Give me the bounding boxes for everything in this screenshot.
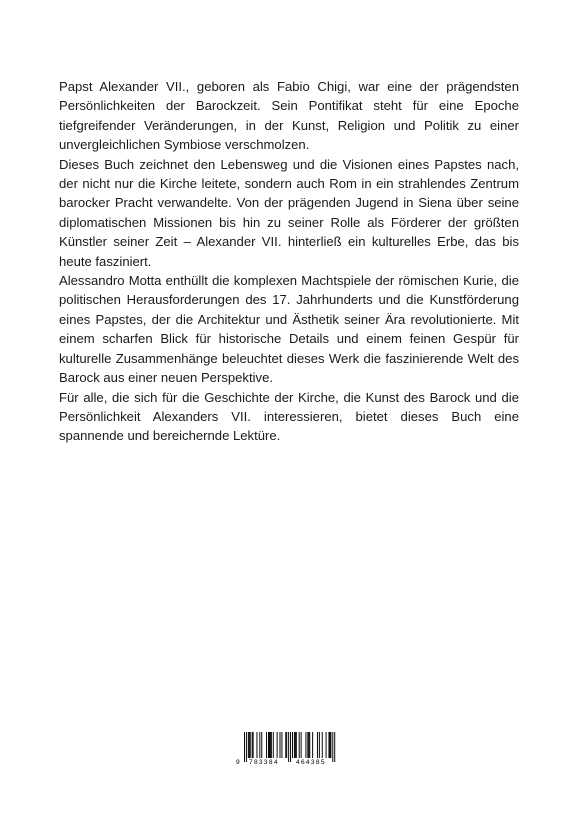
barcode-bar — [261, 732, 262, 758]
barcode-bar — [281, 732, 282, 758]
barcode-bar — [309, 732, 310, 758]
barcode-bar — [328, 732, 329, 758]
barcode-bar — [308, 732, 309, 758]
barcode-bar — [253, 732, 254, 758]
barcode-bar — [252, 732, 253, 758]
barcode-bar — [280, 732, 281, 758]
barcode-bar — [319, 732, 320, 758]
barcode-bar — [250, 732, 251, 758]
barcode-bar — [326, 732, 327, 758]
barcode-bar — [317, 732, 318, 758]
barcode-bar — [248, 732, 249, 758]
barcode-bar — [330, 732, 331, 758]
blurb-paragraph-1: Papst Alexander VII., geboren als Fabio Chigi, war eine der prägendsten Persönlichkeiten der Barockzeit. Sein Pontifikat steht für eine Epoche tiefgreifender Veränderungen, in der Kunst, Religion und Politik zu einer unvergleichlichen Symbiose verschmolzen. — [59, 79, 519, 153]
blurb-text — [59, 77, 519, 446]
barcode-bar — [307, 732, 308, 758]
barcode-bar — [249, 732, 250, 758]
barcode-bar — [273, 732, 274, 758]
barcode-right-group: 464385 — [296, 759, 326, 766]
barcode-bar — [285, 732, 286, 758]
barcode-bar — [268, 732, 269, 758]
barcode-bar — [277, 732, 278, 758]
barcode-bar — [259, 732, 260, 758]
blurb-paragraph-2: Dieses Buch zeichnet den Lebensweg und die Visionen eines Papstes nach, der nicht nur die Kirche leitete, sondern auch Rom in ein strahlendes Zentrum barocker Pracht verwandelte. Von der prägenden Jugend in Siena über seine diplomatischen Missionen bis hin zu seiner Rolle als Förderer der größten Künstler seiner Zeit – Alexander VII. hinterließ ein kulturelles Erbe, das bis heute fasziniert. — [59, 156, 519, 269]
barcode-left-group: 783384 — [249, 759, 279, 766]
isbn-barcode — [236, 732, 340, 768]
barcode-bar — [296, 732, 297, 758]
barcode-bar — [301, 732, 302, 758]
barcode-bar — [286, 732, 287, 758]
barcode-bar — [256, 732, 257, 758]
barcode-bar — [294, 732, 295, 758]
blurb-paragraph-3: Alessandro Motta enthüllt die komplexen Machtspiele der römischen Kurie, die politischen Herausforderungen des 17. Jahrhunderts und die Kunstförderung eines Papstes, der die Architektur und Ästhetik seiner Ära revolutionierte. Mit einem scharfen Blick für historische Details und einem feinen Gespür für kulturelle Zusammenhänge beleuchtet dieses Werk die faszinierende Welt des Barock aus einer neuen Perspektive. — [59, 273, 519, 386]
barcode-bar — [271, 732, 272, 758]
barcode-bar — [266, 732, 267, 758]
barcode-bar — [269, 732, 270, 758]
barcode-bar — [305, 732, 306, 758]
barcode-bar — [270, 732, 271, 758]
barcode-first-digit: 9 — [236, 759, 240, 766]
blurb-paragraph-4: Für alle, die sich für die Geschichte der Kirche, die Kunst des Barock und die Persönlichkeit Alexanders VII. interessieren, bietet dieses Buch eine spannende und bereichernde Lektüre. — [59, 389, 519, 444]
barcode-bar — [322, 732, 323, 758]
barcode-bar — [312, 732, 313, 758]
barcode-bar — [295, 732, 296, 758]
barcode-bar — [329, 732, 330, 758]
barcode-bar — [299, 732, 300, 758]
barcode-digits — [236, 757, 340, 768]
barcode-bar — [292, 732, 293, 758]
